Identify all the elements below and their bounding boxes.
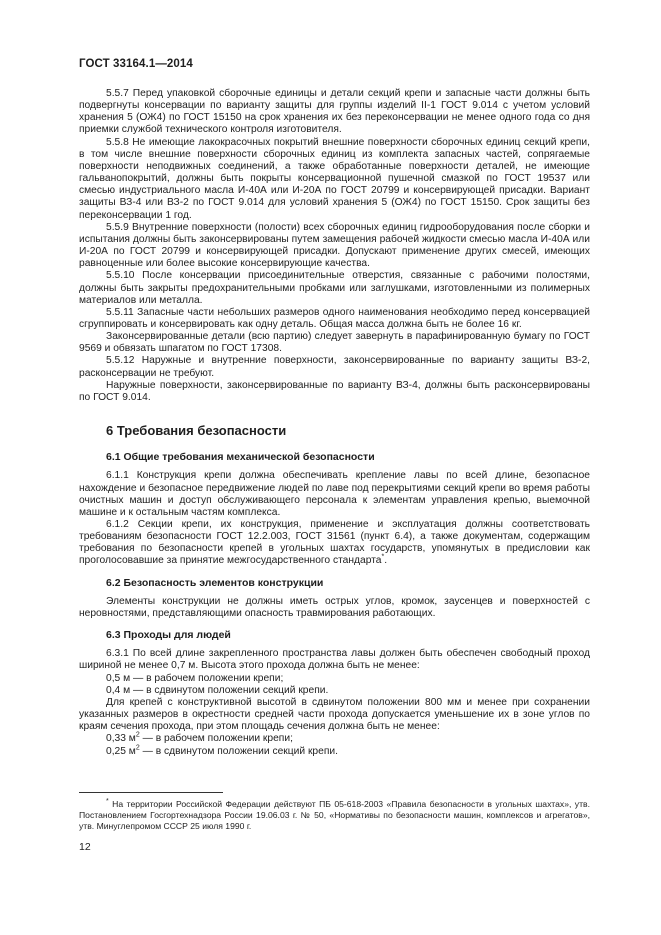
paragraph-6-1-2-text: 6.1.2 Секции крепи, их конструкция, применение и эксплуатация должны соответствовать требованиям безопасности ГОСТ 12.2.003, ГОСТ 31561 (пункт 6.4), а также документам, содержащим требования по безопасности крепей в угольных шахтах государств, упомянутых в предисловии как проголосовавшие за принятие межгосударственного стандарта — [79, 519, 590, 567]
paragraph-6-1-1: 6.1.1 Конструкция крепи должна обеспечивать крепление лавы по всей длине, безопасное нахождение и безопасное передвижение людей по лаве под перекрытиями секций крепи во время работы очистных машин и доступ обслуживающего персонала к элементам управления крепью, выемочной машине и к остальным частям комплекса. — [79, 470, 590, 518]
subsection-6-3-heading: 6.3 Проходы для людей — [106, 629, 231, 642]
list-item-working-area — [79, 733, 590, 745]
unit-exponent: 2 — [135, 731, 140, 739]
paragraph-6-1-2 — [79, 519, 590, 568]
footnote-reference: * — [381, 554, 385, 562]
footnote — [79, 799, 590, 832]
area-value: 0,33 м — [106, 733, 136, 745]
subsection-6-1-heading: 6.1 Общие требования механической безопасности — [106, 451, 375, 464]
paragraph-5-5-11-cont: Законсервированные детали (всю партию) следует завернуть в парафинированную бумагу по ГОСТ 9569 и обвязать шпагатом по ГОСТ 17308. — [79, 331, 590, 355]
area-description: — в сдвинутом положении секций крепи. — [139, 745, 338, 757]
section-6-heading: 6 Требования безопасности — [106, 423, 287, 439]
paragraph-6-1-2-end: . — [384, 555, 388, 567]
footnote-body: На территории Российской Федерации действуют ПБ 05-618-2003 «Правила безопасности в угольных шахтах», утв. Постановлением Госгортехнадзора России 19.06.03 г. № 50, «Нормативы по безопасности машин, комплексов и агрегатов», утв. Минуглепромом СССР 25 июля 1990 г. — [79, 799, 590, 831]
paragraph-5-5-8: 5.5.8 Не имеющие лакокрасочных покрытий внешние поверхности сборочных единиц секций крепи, в том числе внешние поверхности сборочных единиц из комплекта запасных частей, сопрягаемые поверхности неподвижных соединений, а также обработанные поверхности деталей, не имеющие гальванопокрытий, должны быть покрыты консервационной пушечной смазкой по ГОСТ 19537 или смесью индустриального масла И-40А или И-20А по ГОСТ 20799 и консервирующей присадки. Вариант защиты ВЗ-4 или ВЗ-2 по ГОСТ 9.014 для условий хранения 5 (ОЖ4) по ГОСТ 15150. Срок защиты без переконсервации 1 год. — [79, 136, 590, 221]
area-description: — в рабочем положении крепи; — [139, 733, 293, 745]
paragraph-5-5-9: 5.5.9 Внутренние поверхности (полости) всех сборочных единиц гидрооборудования после сборки и испытания должны быть законсервированы путем замещения рабочей жидкости смесью масла И-40А или И-20А по ГОСТ 20799 и консервирующей присадки. Допускают применение других смесей, имеющих равноценные или более высокие консервирующие качества. — [79, 221, 590, 270]
paragraph-5-5-7: 5.5.7 Перед упаковкой сборочные единицы и детали секций крепи и запасные части должны быть подвергнуты консервации по варианту защиты для группы изделий II-1 ГОСТ 9.014 с учетом условий хранения 5 (ОЖ4) по ГОСТ 15150 на срок хранения их без переконсервации не менее одного года со дня приемки службой технического контроля изготовителя. — [79, 88, 590, 136]
paragraph-5-5-10: 5.5.10 После консервации присоединительные отверстия, связанные с рабочими полостями, должны быть закрыты предохранительными пробками или заглушками, изготовленными из полимерных материалов или металла. — [79, 270, 590, 306]
paragraph-6-3-1-cont: Для крепей с конструктивной высотой в сдвинутом положении 800 мм и менее при сохранении указанных размеров в окрестности средней части прохода допускается уменьшение их в зоне углов по краям сечения прохода, при этом площадь сечения должна быть не менее: — [79, 696, 590, 733]
subsection-6-2-heading: 6.2 Безопасность элементов конструкции — [106, 576, 324, 589]
unit-exponent: 2 — [135, 744, 140, 752]
footnote-mark: * — [106, 798, 109, 806]
list-item-shifted-area — [79, 746, 590, 758]
paragraph-6-3-1: 6.3.1 По всей длине закрепленного пространства лавы должен быть обеспечен свободный проход шириной не менее 0,7 м. Высота этого прохода должна быть не менее: — [79, 648, 590, 672]
page-number: 12 — [79, 841, 91, 853]
footnote-divider — [79, 792, 223, 793]
footnote-text — [79, 799, 590, 832]
document-header: ГОСТ 33164.1—2014 — [79, 58, 193, 70]
paragraph-5-5-12-cont: Наружные поверхности, законсервированные по варианту ВЗ-4, должны быть расконсервированы по ГОСТ 9.014. — [79, 379, 590, 403]
paragraph-5-5-11: 5.5.11 Запасные части небольших размеров одного наименования необходимо перед консервацией сгруппировать и консервировать как одну деталь. Общая масса должна быть не более 16 кг. — [79, 306, 590, 330]
paragraph-5-5-12: 5.5.12 Наружные и внутренние поверхности, законсервированные по варианту защиты ВЗ-2, расконсервации не требуют. — [79, 355, 590, 379]
main-content — [79, 88, 590, 758]
list-item-shifted-height: 0,4 м — в сдвинутом положении секций крепи. — [106, 684, 329, 696]
paragraph-6-2: Элементы конструкции не должны иметь острых углов, кромок, заусенцев и поверхностей с неровностями, представляющими опасность травмирования работающих. — [79, 595, 590, 619]
area-value: 0,25 м — [106, 745, 136, 757]
list-item-working-height: 0,5 м — в рабочем положении крепи; — [106, 672, 284, 684]
